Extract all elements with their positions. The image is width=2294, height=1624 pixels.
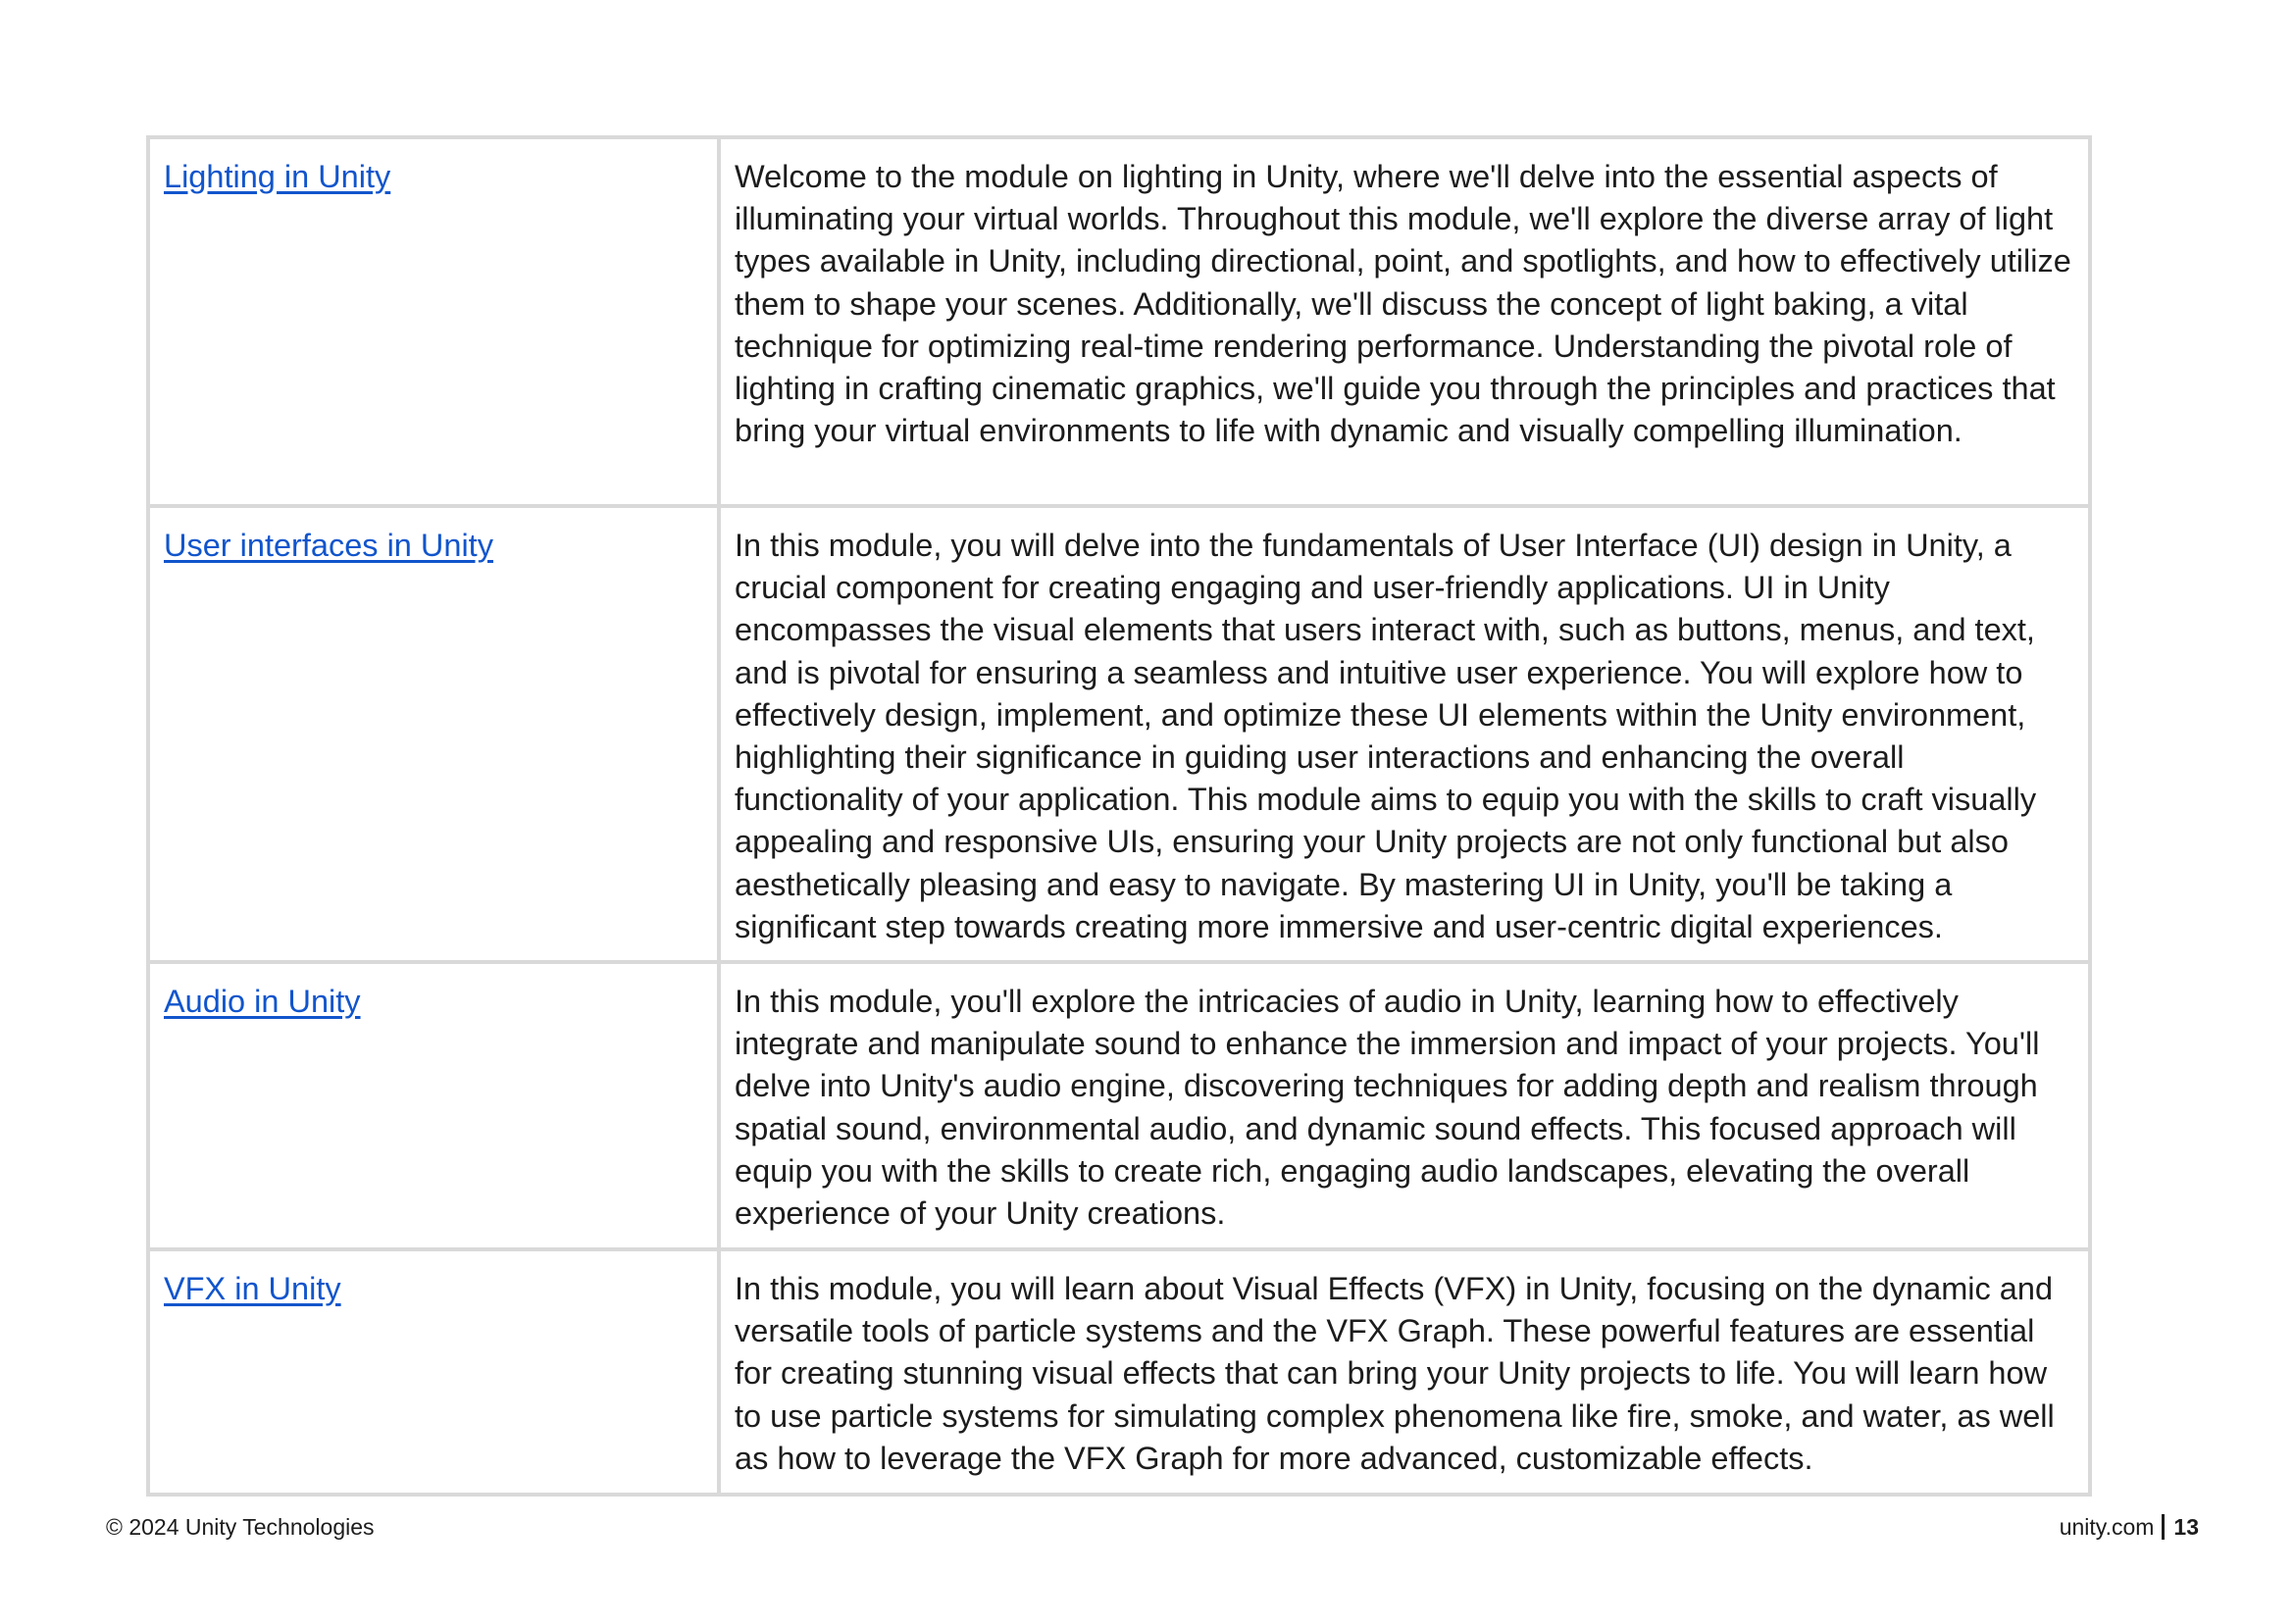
module-description-cell [719,962,2090,1249]
table-row [148,506,2090,962]
module-description-cell [719,1249,2090,1495]
module-description: In this module, you will learn about Visual Effects (VFX) in Unity, focusing on the dynamic and versatile tools of particle systems and the VFX Graph. These powerful features are essential for creating stunning visual effects that can bring your Unity projects to life. You will learn how to use particle systems for simulating complex phenomena like fire, smoke, and water, as well as how to leverage the VFX Graph for more advanced, customizable effects. [735,1271,2055,1476]
module-description-cell [719,506,2090,962]
module-link-lighting[interactable]: Lighting in Unity [164,159,391,194]
module-title-cell [148,137,719,506]
module-description: In this module, you will delve into the fundamentals of User Interface (UI) design in Unity, a crucial component for creating engaging and user-friendly applications. UI in Unity encompasses the visual elements that users interact with, such as buttons, menus, and text, and is pivotal for ensuring a seamless and intuitive user experience. You will explore how to effectively design, implement, and optimize these UI elements within the Unity environment, highlighting their significance in guiding user interactions and enhancing the overall functionality of your application. This module aims to equip you with the skills to craft visually appealing and responsive UIs, ensuring your Unity projects are not only functional but also aesthetically pleasing and easy to navigate. By mastering UI in Unity, you'll be taking a significant step towards creating more immersive and user-centric digital experiences. [735,528,2037,944]
modules-table [146,135,2092,1497]
footer-page-info [2060,1513,2199,1541]
footer-copyright: © 2024 Unity Technologies [106,1514,375,1540]
footer-site: unity.com [2059,1514,2155,1540]
module-title-cell [148,506,719,962]
module-title-cell [148,1249,719,1495]
table-row [148,1249,2090,1495]
table-row [148,962,2090,1249]
module-description: Welcome to the module on lighting in Unity, where we'll delve into the essential aspects of illuminating your virtual worlds. Throughout this module, we'll explore the diverse array of light types available in Unity, including directional, point, and spotlights, and how to effectively utilize them to shape your scenes. Additionally, we'll discuss the concept of light baking, a vital technique for optimizing real-time rendering performance. Understanding the pivotal role of lighting in crafting cinematic graphics, we'll guide you through the principles and practices that bring your virtual environments to life with dynamic and visually compelling illumination. [735,159,2071,449]
module-description-cell [719,137,2090,506]
page-number: 13 [2173,1514,2199,1540]
module-title-cell [148,962,719,1249]
footer-separator [2162,1514,2165,1540]
table-row [148,137,2090,506]
module-description: In this module, you'll explore the intricacies of audio in Unity, learning how to effectively integrate and manipulate sound to enhance the immersion and impact of your projects. You'll delve into Unity's audio engine, discovering techniques for adding depth and realism through spatial sound, environmental audio, and dynamic sound effects. This focused approach will equip you with the skills to create rich, engaging audio landscapes, elevating the overall experience of your Unity creations. [735,984,2040,1232]
module-link-audio[interactable]: Audio in Unity [164,984,361,1020]
module-link-vfx[interactable]: VFX in Unity [164,1271,341,1307]
module-link-user-interfaces[interactable]: User interfaces in Unity [164,528,493,563]
